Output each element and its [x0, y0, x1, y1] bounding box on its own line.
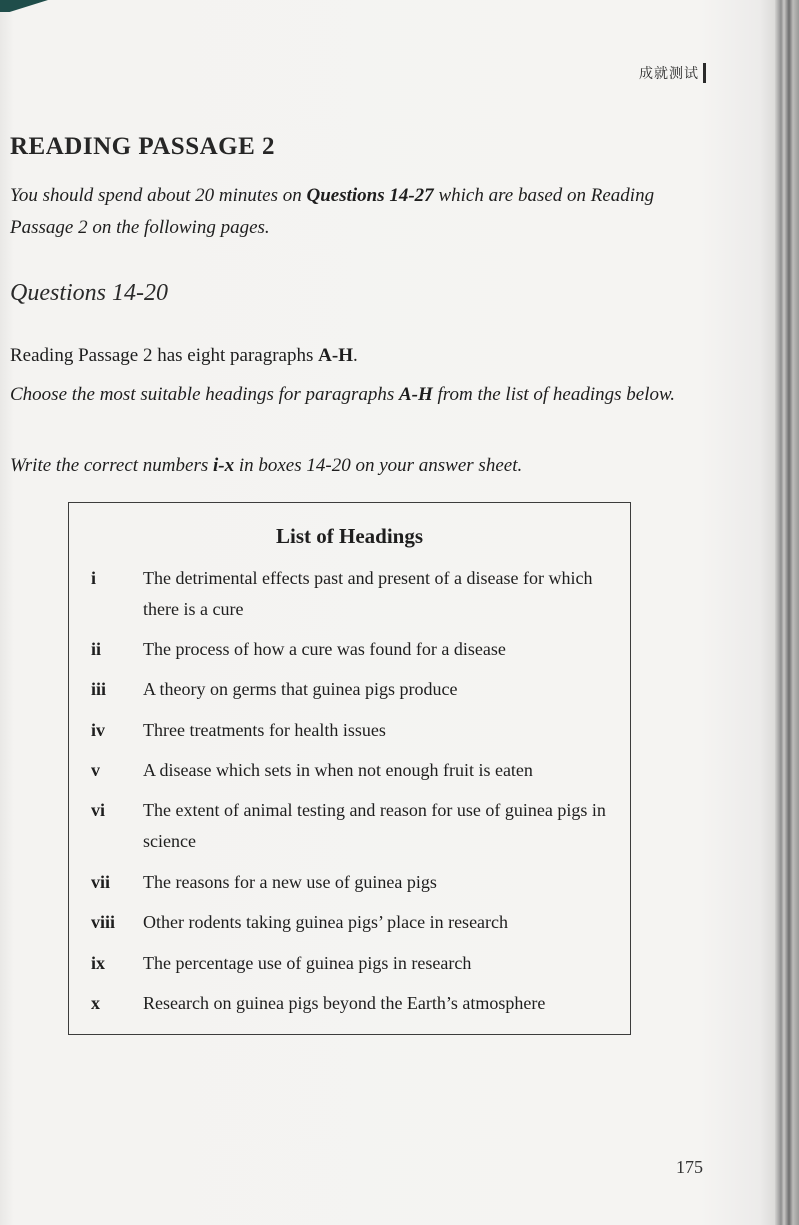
heading-text: The detrimental effects past and present of a disease for which there is a cure	[143, 568, 593, 619]
heading-numeral: vii	[91, 872, 111, 892]
heading-text: A theory on germs that guinea pigs produce	[143, 679, 458, 699]
instruction-text-start: You should spend about 20 minutes on	[10, 185, 307, 206]
instruction-question-range: Questions 14-27	[306, 185, 434, 206]
answer-sheet-instruction	[10, 450, 710, 481]
heading-text: The process of how a cure was found for a disease	[143, 639, 506, 659]
heading-numeral: iv	[91, 720, 106, 740]
heading-numeral: ix	[91, 953, 106, 973]
para3-text-end: in boxes 14-20 on your answer sheet.	[234, 455, 523, 476]
heading-numeral: viii	[91, 912, 116, 932]
questions-heading: Questions 14-20	[10, 280, 168, 306]
heading-numeral: ii	[91, 639, 102, 659]
heading-text: Three treatments for health issues	[143, 720, 386, 740]
para3-text-start: Write the correct numbers	[10, 455, 213, 476]
heading-numeral: i	[91, 568, 97, 588]
heading-numeral: x	[91, 993, 100, 1013]
headings-list-box	[68, 502, 631, 1035]
headings-list-title: List of Headings	[275, 524, 424, 548]
heading-text: The reasons for a new use of guinea pigs	[143, 872, 437, 892]
para2-text-start: Choose the most suitable headings for paragraphs	[10, 384, 399, 405]
heading-text: Research on guinea pigs beyond the Earth’s atmosphere	[143, 993, 546, 1013]
heading-numeral: v	[91, 760, 100, 780]
para1-bold: A-H	[318, 345, 353, 366]
corner-color-mark	[0, 0, 48, 12]
para2-text-end: from the list of headings below.	[432, 384, 676, 405]
para1-text-start: Reading Passage 2 has eight paragraphs	[10, 345, 319, 366]
passage-title: READING PASSAGE 2	[10, 133, 276, 160]
passage-instruction	[10, 180, 710, 244]
page-edge	[775, 0, 799, 1225]
heading-numeral: iii	[91, 679, 107, 699]
choose-headings-instruction	[10, 379, 710, 410]
section-label: 成就测试	[639, 66, 699, 82]
heading-numeral: vi	[91, 800, 106, 820]
heading-text: The percentage use of guinea pigs in research	[143, 953, 472, 973]
header-divider	[703, 63, 706, 83]
para2-bold: A-H	[398, 384, 433, 405]
paragraph-count-note	[10, 340, 710, 371]
instruction-text-end: which are based on Reading Passage 2 on the following pages.	[10, 185, 655, 238]
heading-text: Other rodents taking guinea pigs’ place in research	[143, 912, 509, 932]
para1-text-end: .	[352, 345, 358, 366]
heading-text: A disease which sets in when not enough fruit is eaten	[143, 760, 533, 780]
page-number: 175	[676, 1157, 703, 1177]
heading-text: The extent of animal testing and reason for use of guinea pigs in science	[143, 800, 606, 851]
para3-bold: i-x	[212, 455, 235, 476]
